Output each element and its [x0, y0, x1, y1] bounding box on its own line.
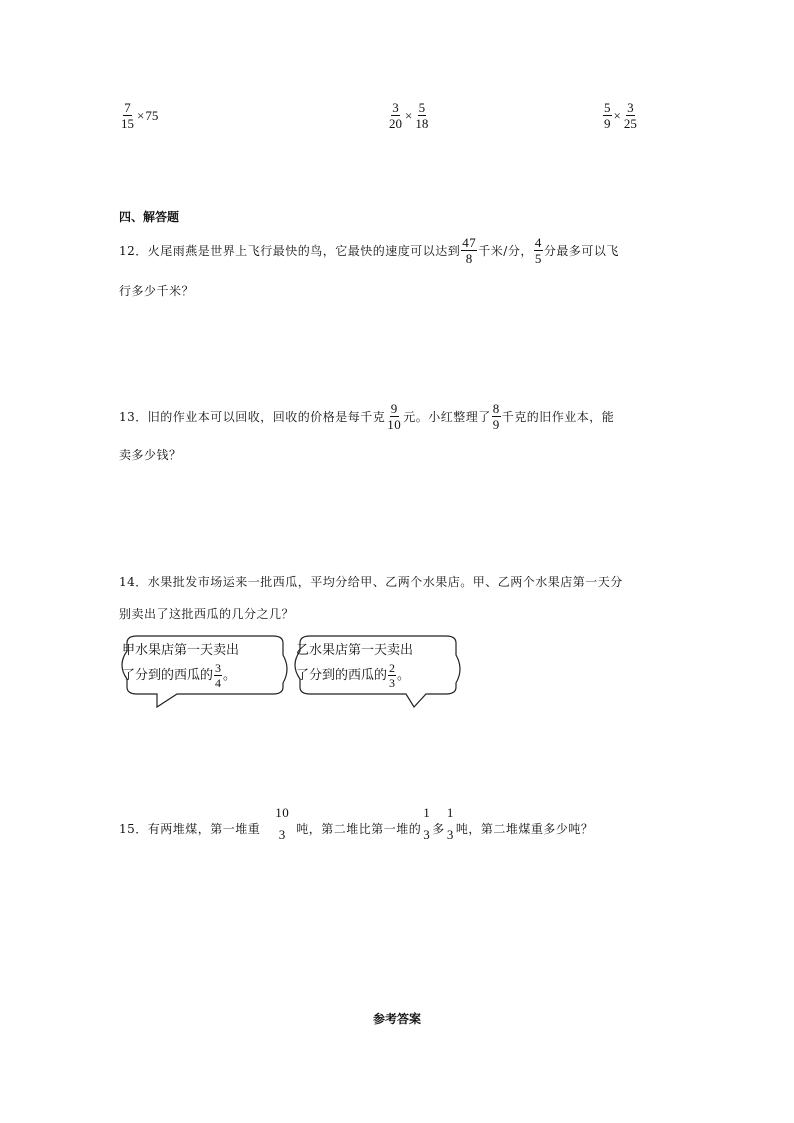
numerator: 2	[389, 661, 396, 675]
numerator: 4	[534, 235, 542, 250]
numerator: 3	[627, 100, 634, 115]
denominator: 3	[278, 827, 286, 842]
fraction	[386, 402, 402, 431]
denominator: 8	[465, 251, 473, 266]
question-text: 吨，第二堆比第一堆的	[296, 822, 422, 836]
denominator: 3	[389, 676, 396, 690]
bubble-line-2	[296, 662, 413, 689]
bubble-text: 了分到的西瓜的	[296, 667, 388, 683]
operator: ×	[405, 107, 413, 123]
calc-expression-3	[602, 101, 639, 130]
operand: 75	[145, 107, 159, 123]
numerator: 5	[418, 100, 426, 115]
fraction	[534, 236, 543, 265]
fraction	[414, 101, 429, 130]
question-14-line-1: 14．水果批发市场运来一批西瓜，平均分给甲、乙两个水果店。甲、乙两个水果店第一天分	[119, 575, 623, 589]
fraction	[214, 662, 222, 689]
bubble-line-1: 乙水果店第一天卖出	[296, 643, 414, 658]
denominator: 18	[415, 116, 429, 131]
denominator: 25	[623, 116, 637, 131]
denominator: 9	[492, 417, 500, 432]
question-15-line-1	[119, 806, 593, 841]
fraction	[623, 101, 638, 130]
fraction	[422, 806, 431, 841]
numerator: 3	[392, 100, 399, 115]
fraction	[274, 806, 290, 841]
question-text: 多	[432, 822, 445, 836]
answer-title: 参考答案	[372, 1012, 421, 1026]
question-12-line-2: 行多少千米？	[119, 284, 195, 298]
fraction	[446, 806, 455, 841]
question-14-line-2: 别卖出了这批西瓜的几分之几？	[119, 607, 295, 621]
denominator: 3	[423, 827, 431, 842]
bubble-text: 。	[223, 667, 237, 683]
numerator: 47	[462, 235, 477, 250]
section-title: 四、解答题	[119, 210, 180, 224]
question-text: 13．旧的作业本可以回收，回收的价格是每千克	[119, 410, 386, 424]
fraction	[461, 236, 477, 265]
question-text: 12．火尾雨燕是世界上飞行最快的鸟，它最快的速度可以达到	[119, 244, 461, 258]
numerator: 8	[492, 401, 500, 416]
denominator: 9	[604, 116, 611, 131]
speech-bubble-yi	[296, 640, 413, 689]
numerator: 1	[446, 805, 454, 820]
operator: ×	[137, 107, 145, 123]
denominator: 3	[446, 827, 454, 842]
denominator: 15	[121, 116, 134, 131]
fraction	[603, 101, 612, 130]
bubble-line-2	[122, 662, 239, 689]
numerator: 5	[604, 100, 611, 115]
bubble-text: 。	[397, 667, 411, 683]
question-text: 分最多可以飞	[543, 244, 619, 258]
operator: ×	[613, 107, 621, 123]
denominator: 20	[389, 116, 402, 131]
question-text: 吨，第二堆煤重多少吨？	[455, 822, 594, 836]
calc-expression-1	[119, 101, 158, 130]
fraction	[492, 402, 501, 431]
question-12-line-1	[119, 236, 619, 265]
question-text: 千克的旧作业本，能	[501, 410, 615, 424]
denominator: 4	[215, 676, 222, 690]
calc-expression-2	[387, 101, 430, 130]
fraction	[388, 101, 403, 130]
question-13-line-1	[119, 402, 614, 431]
fraction	[388, 662, 396, 689]
bubble-text: 了分到的西瓜的	[122, 667, 214, 683]
bubble-line-1: 甲水果店第一天卖出	[122, 643, 240, 658]
question-text: 元。小红整理了	[403, 410, 491, 424]
question-text: 15．有两堆煤，第一堆重	[119, 822, 261, 836]
numerator: 10	[275, 805, 290, 820]
denominator: 10	[387, 417, 402, 432]
question-13-line-2: 卖多少钱？	[119, 448, 182, 462]
speech-bubble-jia	[122, 640, 239, 689]
numerator: 9	[390, 401, 398, 416]
fraction	[120, 101, 135, 130]
question-text: 千米/分，	[478, 244, 533, 258]
numerator: 3	[215, 661, 222, 675]
numerator: 1	[423, 805, 431, 820]
denominator: 5	[534, 251, 542, 266]
numerator: 7	[124, 100, 131, 115]
